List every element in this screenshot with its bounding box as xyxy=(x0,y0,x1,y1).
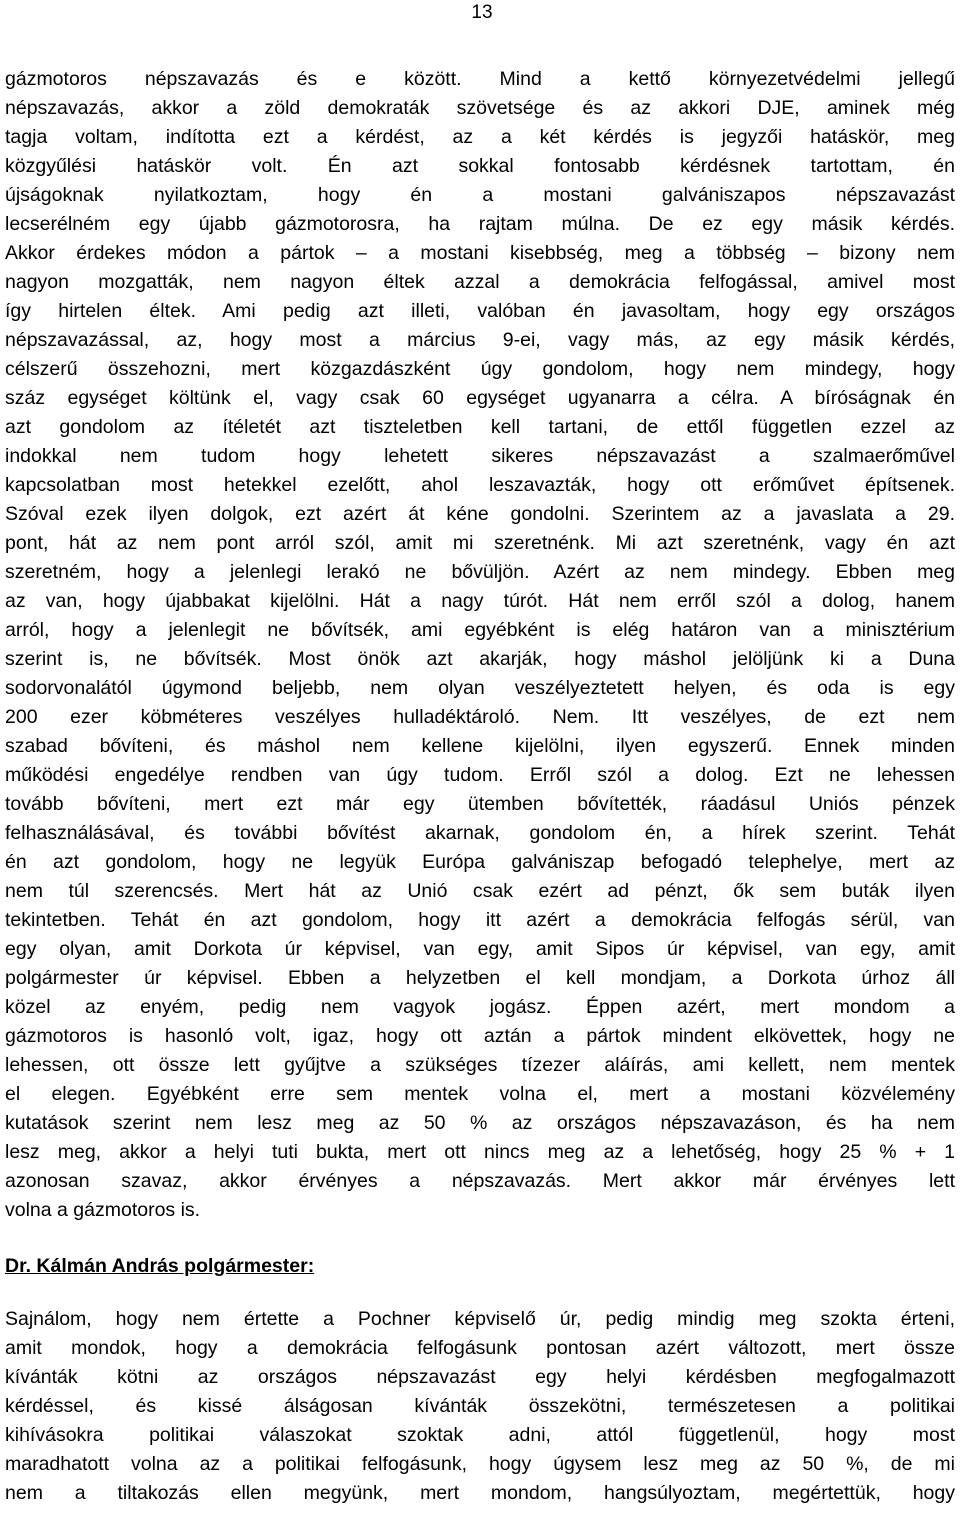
text-line: Akkor érdekes módon a pártok – a mostani kisebbség, meg a többség – bizony nem xyxy=(5,242,955,264)
text-line: sodorvonalától úgymond beljebb, nem olyan veszélyeztetett helyen, és oda is egy xyxy=(5,677,955,699)
text-line: tagja voltam, indította ezt a kérdést, az a két kérdés is jegyzői hatáskör, meg xyxy=(5,126,955,148)
text-line: kérdéssel, és kissé álságosan kívánták összekötni, természetesen a politikai xyxy=(5,1395,955,1417)
text-line: el elegen. Egyébként erre sem mentek volna el, mert a mostani közvélemény xyxy=(5,1083,955,1105)
paragraph-speech-2 xyxy=(5,1305,955,1508)
text-line: polgármester úr képvisel. Ebben a helyzetben el kell mondjam, a Dorkota úrhoz áll xyxy=(5,967,955,989)
text-line: felhasználásával, és további bővítést akarnak, gondolom én, a hírek szerint. Tehát xyxy=(5,822,955,844)
text-line: indokkal nem tudom hogy lehetett sikeres népszavazást a szalmaerőművel xyxy=(5,445,955,467)
text-line: népszavazással, az, hogy most a március 9-ei, vagy más, az egy másik kérdés, xyxy=(5,329,955,351)
text-line: szabad bővíteni, és máshol nem kellene kijelölni, ilyen egyszerű. Ennek minden xyxy=(5,735,955,757)
text-line: arról, hogy a jelenlegit ne bővítsék, ami egyébként is elég határon van a minisztérium xyxy=(5,619,955,641)
paragraph-spacer xyxy=(5,1281,955,1305)
text-line: lesz meg, akkor a helyi tuti bukta, mert ott nincs meg az a lehetőség, hogy 25 % + 1 xyxy=(5,1141,955,1163)
text-line: működési engedélye rendben van úgy tudom. Erről szól a dolog. Ezt ne lehessen xyxy=(5,764,955,786)
paragraph-speech-1 xyxy=(5,65,955,1225)
text-line: közel az enyém, pedig nem vagyok jogász. Éppen azért, mert mondom a xyxy=(5,996,955,1018)
text-line: lehessen, ott össze lett gyűjtve a szükséges tízezer aláírás, ami kellett, nem mentek xyxy=(5,1054,955,1076)
text-line: amit mondok, hogy a demokrácia felfogásunk pontosan azért változott, mert össze xyxy=(5,1337,955,1359)
text-line: száz egységet költünk el, vagy csak 60 egységet ugyanarra a célra. A bíróságnak én xyxy=(5,387,955,409)
text-line: én azt gondolom, hogy ne legyük Európa galvániszap befogadó telephelye, mert az xyxy=(5,851,955,873)
text-line: maradhatott volna az a politikai felfogásunk, hogy úgysem lesz meg az 50 %, de mi xyxy=(5,1453,955,1475)
text-line: nem túl szerencsés. Mert hát az Unió csak ezért ad pénzt, ők sem buták ilyen xyxy=(5,880,955,902)
text-line: pont, hát az nem pont arról szól, amit mi szeretnénk. Mi azt szeretnénk, vagy én azt xyxy=(5,532,955,554)
text-line: kívánták kötni az országos népszavazást egy helyi kérdésben megfogalmazott xyxy=(5,1366,955,1388)
text-line: egy olyan, amit Dorkota úr képvisel, van egy, amit Sipos úr képvisel, van egy, amit xyxy=(5,938,955,960)
text-line: nem a tiltakozás ellen megyünk, mert mondom, hangsúlyoztam, megértettük, hogy xyxy=(5,1482,955,1504)
text-line: gázmotoros is hasonló volt, igaz, hogy ott aztán a pártok mindent elkövettek, hogy ne xyxy=(5,1025,955,1047)
text-line: volna a gázmotoros is. xyxy=(5,1199,201,1221)
text-line: szerint is, ne bővítsék. Most önök azt akarják, hogy máshol jelöljünk ki a Duna xyxy=(5,648,955,670)
speaker-heading-row xyxy=(5,1252,955,1281)
text-line: 200 ezer köbméteres veszélyes hulladéktároló. Nem. Itt veszélyes, de ezt nem xyxy=(5,706,955,728)
text-line: az van, hogy újabbakat kijelölni. Hát a nagy túrót. Hát nem erről szól a dolog, hanem xyxy=(5,590,955,612)
paragraph-spacer xyxy=(5,1225,955,1252)
text-line: gázmotoros népszavazás és e között. Mind a kettő környezetvédelmi jellegű xyxy=(5,68,955,90)
text-line: célszerű összehozni, mert közgazdászként úgy gondolom, hogy nem mindegy, hogy xyxy=(5,358,955,380)
document-body xyxy=(5,65,955,1508)
text-line: tekintetben. Tehát én azt gondolom, hogy itt azért a demokrácia felfogás sérül, van xyxy=(5,909,955,931)
text-line: szeretném, hogy a jelenlegi lerakó ne bővüljön. Azért az nem mindegy. Ebben meg xyxy=(5,561,955,583)
text-line: azt gondolom az ítéletét azt tiszteletben kell tartani, de ettől független ezzel az xyxy=(5,416,955,438)
page-number: 13 xyxy=(471,2,493,23)
text-line: lecserélném egy újabb gázmotorosra, ha rajtam múlna. De ez egy másik kérdés. xyxy=(5,213,955,235)
text-line: közgyűlési hatáskör volt. Én azt sokkal fontosabb kérdésnek tartottam, én xyxy=(5,155,955,177)
text-line: nagyon mozgatták, nem nagyon éltek azzal a demokrácia felfogással, amivel most xyxy=(5,271,955,293)
text-line: népszavazás, akkor a zöld demokraták szövetsége és az akkori DJE, aminek még xyxy=(5,97,955,119)
text-line: Sajnálom, hogy nem értette a Pochner képviselő úr, pedig mindig meg szokta érteni, xyxy=(5,1308,955,1330)
text-line: így hirtelen éltek. Ami pedig azt illeti, valóban én javasoltam, hogy egy országos xyxy=(5,300,955,322)
text-line: tovább bővíteni, mert ezt már egy ütemben bővítették, ráadásul Uniós pénzek xyxy=(5,793,955,815)
text-line: kihívásokra politikai válaszokat szoktak adni, attól függetlenül, hogy most xyxy=(5,1424,955,1446)
text-line: kutatások szerint nem lesz meg az 50 % az országos népszavazáson, és ha nem xyxy=(5,1112,955,1134)
text-line: kapcsolatban most hetekkel ezelőtt, ahol leszavazták, hogy ott erőművet építsenek. xyxy=(5,474,955,496)
text-line: Szóval ezek ilyen dolgok, ezt azért át kéne gondolni. Szerintem az a javaslata a 29. xyxy=(5,503,955,525)
speaker-name: Dr. Kálmán András polgármester: xyxy=(5,1255,315,1277)
text-line: újságoknak nyilatkoztam, hogy én a mostani galvániszapos népszavazást xyxy=(5,184,955,206)
text-line: azonosan szavaz, akkor érvényes a népszavazás. Mert akkor már érvényes lett xyxy=(5,1170,955,1192)
